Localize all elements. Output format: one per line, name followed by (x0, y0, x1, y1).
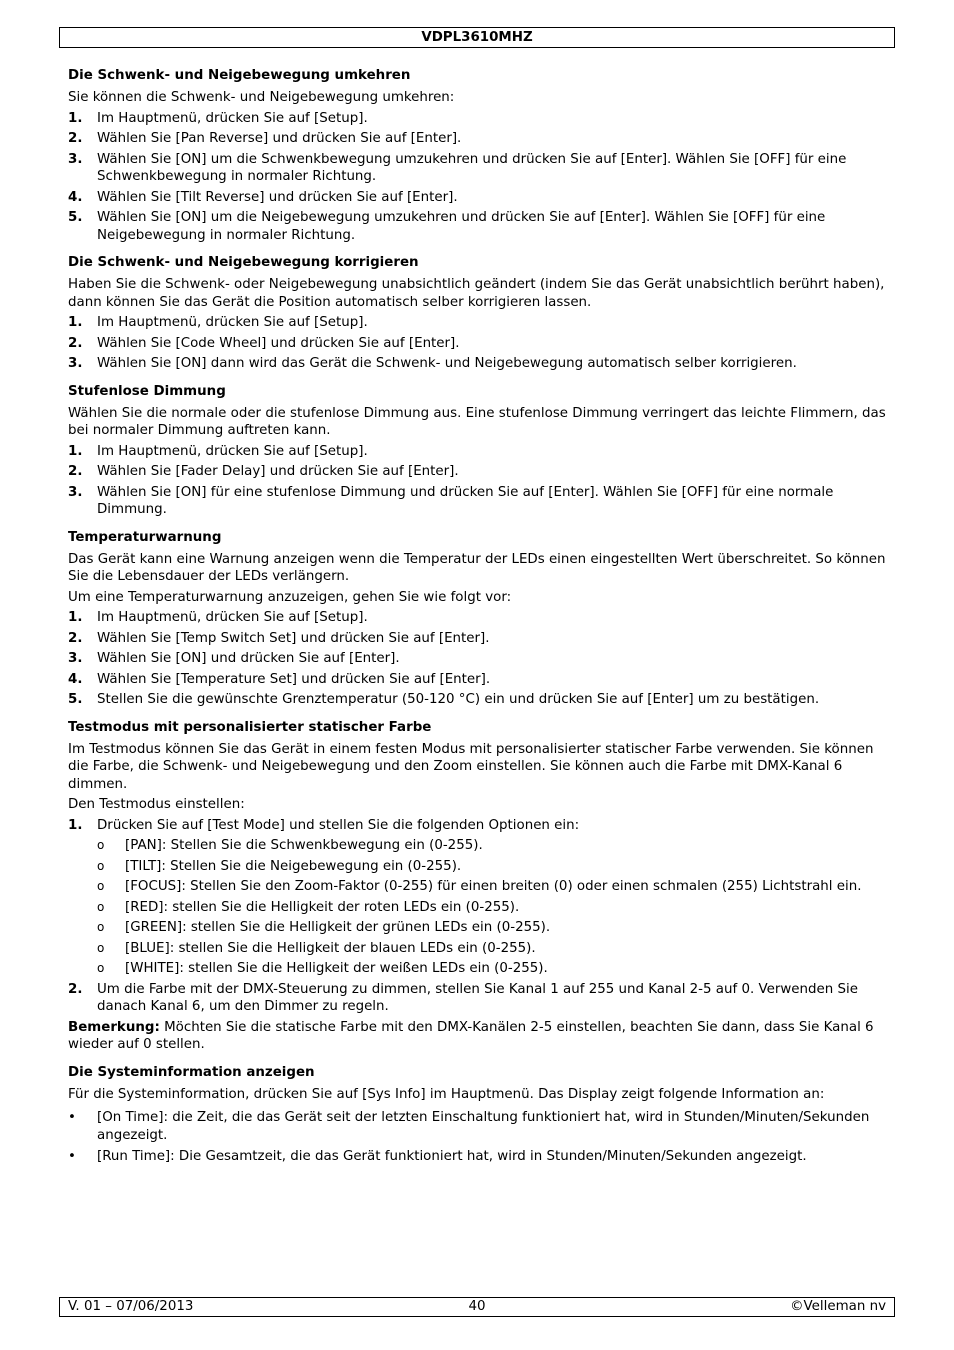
step-text: Wählen Sie [Tilt Reverse] und drücken Sie auf [Enter]. (97, 189, 458, 205)
list-item (68, 463, 890, 481)
list-item (68, 671, 890, 689)
step-number: 4. (68, 671, 83, 687)
bullet-text: [On Time]: die Zeit, die das Gerät seit der letzten Einschaltung funktioniert hat, wird in Stunden/Minuten/Sekunden angezeigt. (97, 1110, 870, 1143)
note-text: Möchten Sie die statische Farbe mit den DMX-Kanälen 2-5 einstellen, beachten Sie dann, dass Sie Kanal 6 wieder auf 0 stellen. (68, 1019, 874, 1052)
model-title: VDPL3610MHZ (421, 30, 533, 45)
option-item (68, 899, 890, 917)
step-number: 1. (68, 443, 83, 459)
list-item (68, 817, 890, 835)
step-text: Im Hauptmenü, drücken Sie auf [Setup]. (97, 315, 368, 330)
section-heading: Testmodus mit personalisierter statischer Farbe (68, 719, 432, 735)
circle-bullet-icon: o (97, 858, 105, 873)
option-text: [BLUE]: stellen Sie die Helligkeit der blauen LEDs ein (0-255). (125, 940, 536, 956)
document-body (68, 67, 890, 1176)
section-dimming (68, 383, 890, 519)
option-text: [TILT]: Stellen Sie die Neigebewegung ein (0-255). (125, 858, 462, 874)
list-item (68, 630, 890, 648)
circle-bullet-icon: o (97, 879, 105, 893)
list-item (68, 151, 890, 186)
section-reverse-movement (68, 67, 890, 244)
option-item (68, 940, 890, 958)
bullet-icon: • (68, 1110, 76, 1125)
step-number: 5. (68, 692, 83, 707)
copyright: ©Velleman nv (790, 1299, 886, 1314)
step-number: 2. (68, 335, 83, 351)
bullet-item (68, 1109, 890, 1144)
section-intro: Im Testmodus können Sie das Gerät in einem festen Modus mit personalisierter statischer Farbe verwenden. Sie können die Farbe, die Schwenk- und Neigebewegung und den Zoom einstellen. Sie können auch die Farbe mit DMX-Kanal 6 dimmen. (68, 741, 874, 792)
circle-bullet-icon: o (97, 920, 105, 934)
option-text: [GREEN]: stellen Sie die Helligkeit der grünen LEDs ein (0-255). (125, 920, 551, 935)
list-item (68, 189, 890, 207)
circle-bullet-icon: o (97, 961, 105, 975)
option-item (68, 919, 890, 937)
step-text: Wählen Sie [Temp Switch Set] und drücken Sie auf [Enter]. (97, 630, 490, 646)
list-item (68, 110, 890, 128)
section-intro-secondary: Um eine Temperaturwarnung anzuzeigen, gehen Sie wie folgt vor: (68, 589, 512, 605)
section-intro-secondary: Den Testmodus einstellen: (68, 797, 245, 812)
section-temperature-warning (68, 529, 890, 709)
step-number: 2. (68, 981, 83, 997)
options-list (68, 837, 890, 978)
list-item (68, 981, 890, 1016)
bullet-text: [Run Time]: Die Gesamtzeit, die das Gerät funktioniert hat, wird in Stunden/Minuten/Sekunden angezeigt. (97, 1149, 807, 1164)
section-heading: Die Schwenk- und Neigebewegung korrigieren (68, 255, 419, 270)
section-correct-movement (68, 254, 890, 373)
step-text: Im Hauptmenü, drücken Sie auf [Setup]. (97, 443, 368, 459)
section-heading: Temperaturwarnung (68, 529, 222, 545)
step-text: Wählen Sie [Code Wheel] und drücken Sie auf [Enter]. (97, 335, 460, 351)
step-number: 2. (68, 464, 83, 479)
section-heading: Stufenlose Dimmung (68, 383, 226, 399)
list-item (68, 609, 890, 627)
circle-bullet-icon: o (97, 899, 105, 914)
document-header (59, 27, 895, 48)
option-text: [PAN]: Stellen Sie die Schwenkbewegung ein (0-255). (125, 838, 483, 853)
steps-list (68, 609, 890, 709)
step-text: Drücken Sie auf [Test Mode] und stellen Sie die folgenden Optionen ein: (97, 817, 580, 833)
step-number: 2. (68, 131, 83, 146)
section-intro: Das Gerät kann eine Warnung anzeigen wenn die Temperatur der LEDs einen eingestellten Wert überschreitet. So können Sie die Lebensdauer der LEDs verlängern. (68, 551, 886, 584)
circle-bullet-icon: o (97, 940, 105, 955)
note-label: Bemerkung: (68, 1019, 160, 1035)
steps-list (68, 817, 890, 835)
option-text: [WHITE]: stellen Sie die Helligkeit der weißen LEDs ein (0-255). (125, 961, 548, 976)
section-heading: Die Schwenk- und Neigebewegung umkehren (68, 68, 411, 83)
section-intro: Wählen Sie die normale oder die stufenlose Dimmung aus. Eine stufenlose Dimmung verringert das leichte Flimmern, das bei normaler Dimmung auftreten kann. (68, 405, 886, 438)
list-item (68, 484, 890, 519)
list-item (68, 335, 890, 353)
option-text: [FOCUS]: Stellen Sie den Zoom-Faktor (0-255) für einen breiten (0) oder einen schmalen (255) Lichtstrahl ein. (125, 879, 862, 894)
step-text: Wählen Sie [Temperature Set] und drücken Sie auf [Enter]. (97, 671, 491, 687)
step-text: Wählen Sie [ON] und drücken Sie auf [Enter]. (97, 651, 400, 666)
list-item (68, 355, 890, 373)
step-number: 2. (68, 630, 83, 646)
option-item (68, 878, 890, 896)
steps-list (68, 110, 890, 245)
option-item (68, 837, 890, 855)
step-text: Im Hauptmenü, drücken Sie auf [Setup]. (97, 110, 368, 126)
list-item (68, 691, 890, 709)
step-number: 3. (68, 356, 83, 371)
step-number: 5. (68, 210, 83, 225)
step-text: Wählen Sie [ON] um die Schwenkbewegung umzukehren und drücken Sie auf [Enter]. Wählen Sie [OFF] für eine Schwenkbewegung in normaler Richtung. (97, 151, 847, 184)
list-item (68, 130, 890, 148)
section-system-info (68, 1064, 890, 1166)
version-date: V. 01 – 07/06/2013 (68, 1299, 194, 1314)
step-text: Wählen Sie [Pan Reverse] und drücken Sie auf [Enter]. (97, 131, 462, 146)
step-number: 1. (68, 110, 83, 126)
step-number: 3. (68, 484, 83, 500)
page-number: 40 (468, 1299, 486, 1314)
step-number: 1. (68, 315, 83, 330)
step-text: Im Hauptmenü, drücken Sie auf [Setup]. (97, 610, 368, 625)
list-item (68, 314, 890, 332)
section-test-mode (68, 719, 890, 1054)
section-intro: Sie können die Schwenk- und Neigebewegung umkehren: (68, 90, 455, 105)
step-number: 1. (68, 610, 83, 625)
step-number: 3. (68, 651, 83, 666)
note-paragraph (68, 1019, 890, 1054)
step-text: Wählen Sie [Fader Delay] und drücken Sie auf [Enter]. (97, 464, 459, 479)
step-number: 4. (68, 189, 83, 205)
step-text: Wählen Sie [ON] um die Neigebewegung umzukehren und drücken Sie auf [Enter]. Wählen Sie [OFF] für eine Neigebewegung in normaler Richtung. (97, 210, 826, 243)
step-number: 1. (68, 817, 83, 833)
circle-bullet-icon: o (97, 838, 105, 852)
bullets-list (68, 1109, 890, 1166)
steps-list (68, 314, 890, 373)
step-text: Wählen Sie [ON] dann wird das Gerät die Schwenk- und Neigebewegung automatisch selber korrigieren. (97, 356, 797, 371)
steps-list (68, 981, 890, 1016)
list-item (68, 650, 890, 668)
option-item (68, 960, 890, 978)
section-heading: Die Systeminformation anzeigen (68, 1064, 315, 1080)
bullet-icon: • (68, 1149, 76, 1164)
step-text: Stellen Sie die gewünschte Grenztemperatur (50-120 °C) ein und drücken Sie auf [Enter] um zu bestätigen. (97, 692, 820, 707)
document-footer (59, 1297, 895, 1317)
steps-list (68, 443, 890, 519)
section-intro: Für die Systeminformation, drücken Sie auf [Sys Info] im Hauptmenü. Das Display zeigt folgende Information an: (68, 1086, 825, 1102)
option-text: [RED]: stellen Sie die Helligkeit der roten LEDs ein (0-255). (125, 899, 520, 915)
bullet-item (68, 1148, 890, 1166)
step-number: 3. (68, 151, 83, 167)
step-text: Wählen Sie [ON] für eine stufenlose Dimmung und drücken Sie auf [Enter]. Wählen Sie [OFF] für eine normale Dimmung. (97, 484, 834, 517)
option-item (68, 858, 890, 876)
list-item (68, 209, 890, 244)
list-item (68, 443, 890, 461)
step-text: Um die Farbe mit der DMX-Steuerung zu dimmen, stellen Sie Kanal 1 auf 255 und Kanal 2-5 auf 0. Verwenden Sie danach Kanal 6, um den Dimmer zu regeln. (97, 981, 858, 1014)
section-intro: Haben Sie die Schwenk- oder Neigebewegung unabsichtlich geändert (indem Sie das Gerät unabsichtlich berührt haben), dann können Sie das Gerät die Position automatisch selber korrigieren lassen. (68, 277, 885, 310)
